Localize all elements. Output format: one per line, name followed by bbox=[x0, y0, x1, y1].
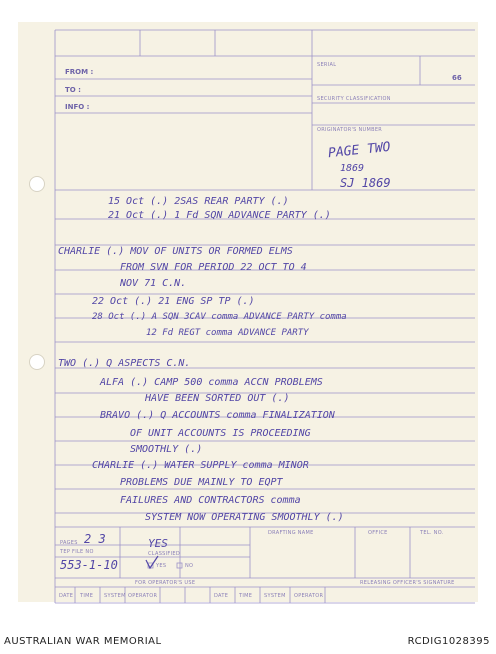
pages-value: 2 3 bbox=[84, 532, 106, 546]
classified-label: CLASSIFIED bbox=[148, 551, 180, 557]
message-line-18: SYSTEM NOW OPERATING SMOOTHLY (.) bbox=[145, 512, 344, 523]
serial-number-1: 1869 bbox=[340, 163, 365, 174]
message-line-5: NOV 71 C.N. bbox=[120, 278, 187, 289]
tel-no-label: TEL. NO. bbox=[420, 530, 444, 536]
message-line-8: 12 Fd REGT comma ADVANCE PARTY bbox=[146, 328, 309, 338]
file-number-value: 553-1-10 bbox=[60, 558, 118, 572]
serial-label: SERIAL bbox=[317, 62, 337, 68]
serial-number-2: SJ 1869 bbox=[340, 176, 391, 190]
releasing-officer-label: RELEASING OFFICER'S SIGNATURE bbox=[360, 580, 455, 586]
page-number-handwriting: PAGE TWO bbox=[327, 139, 392, 162]
message-line-1: 15 Oct (.) 2SAS REAR PARTY (.) bbox=[108, 196, 289, 207]
originator-number-label: ORIGINATOR'S NUMBER bbox=[317, 127, 383, 133]
message-line-4: FROM SVN FOR PERIOD 22 OCT TO 4 bbox=[120, 262, 307, 273]
yes-box-label: YES bbox=[156, 563, 167, 569]
footer-col-1: DATE bbox=[59, 593, 74, 599]
message-line-14: SMOOTHLY (.) bbox=[130, 444, 203, 455]
footer-col-3: SYSTEM bbox=[104, 593, 126, 599]
footer-col-2: TIME bbox=[80, 593, 94, 599]
no-box-label: NO bbox=[185, 563, 194, 569]
security-classification-label: SECURITY CLASSIFICATION bbox=[317, 96, 391, 102]
footer-col-6: TIME bbox=[239, 593, 253, 599]
info-label: INFO : bbox=[65, 103, 90, 111]
operator-use-label: FOR OPERATOR'S USE bbox=[135, 580, 196, 586]
message-line-13: OF UNIT ACCOUNTS IS PROCEEDING bbox=[130, 428, 311, 439]
from-label: FROM : bbox=[65, 68, 94, 76]
no-checkbox bbox=[177, 563, 182, 568]
footer-col-7: SYSTEM bbox=[264, 593, 286, 599]
message-line-17: FAILURES AND CONTRACTORS comma bbox=[120, 495, 301, 506]
office-label: OFFICE bbox=[368, 530, 388, 536]
serial-code: 66 bbox=[452, 74, 462, 82]
footer-col-5: DATE bbox=[214, 593, 229, 599]
tep-file-label: TEP FILE NO bbox=[60, 549, 94, 555]
archive-footer bbox=[0, 630, 496, 654]
message-line-11: HAVE BEEN SORTED OUT (.) bbox=[145, 393, 290, 404]
message-line-12: BRAVO (.) Q ACCOUNTS comma FINALIZATION bbox=[100, 410, 335, 421]
to-label: TO : bbox=[65, 86, 81, 94]
message-line-9: TWO (.) Q ASPECTS C.N. bbox=[58, 358, 191, 369]
message-line-3: CHARLIE (.) MOV OF UNITS OR FORMED ELMS bbox=[58, 246, 293, 257]
archive-name: AUSTRALIAN WAR MEMORIAL bbox=[4, 636, 162, 647]
pages-label: PAGES bbox=[60, 540, 78, 546]
message-line-7: 28 Oct (.) A SQN 3CAV comma ADVANCE PARTY comma bbox=[92, 312, 347, 322]
message-line-2: 21 Oct (.) 1 Fd SQN ADVANCE PARTY (.) bbox=[108, 210, 331, 221]
footer-col-4: OPERATOR bbox=[128, 593, 158, 599]
message-line-16: PROBLEMS DUE MAINLY TO EQPT bbox=[120, 477, 283, 488]
drafting-name-label: DRAFTING NAME bbox=[268, 530, 314, 536]
yes-handwriting: YES bbox=[148, 537, 168, 550]
message-line-10: ALFA (.) CAMP 500 comma ACCN PROBLEMS bbox=[100, 377, 323, 388]
footer-col-8: OPERATOR bbox=[294, 593, 324, 599]
archive-record-id: RCDIG1028395 bbox=[407, 636, 490, 647]
message-line-15: CHARLIE (.) WATER SUPPLY comma MINOR bbox=[92, 460, 309, 471]
message-line-6: 22 Oct (.) 21 ENG SP TP (.) bbox=[92, 296, 255, 307]
